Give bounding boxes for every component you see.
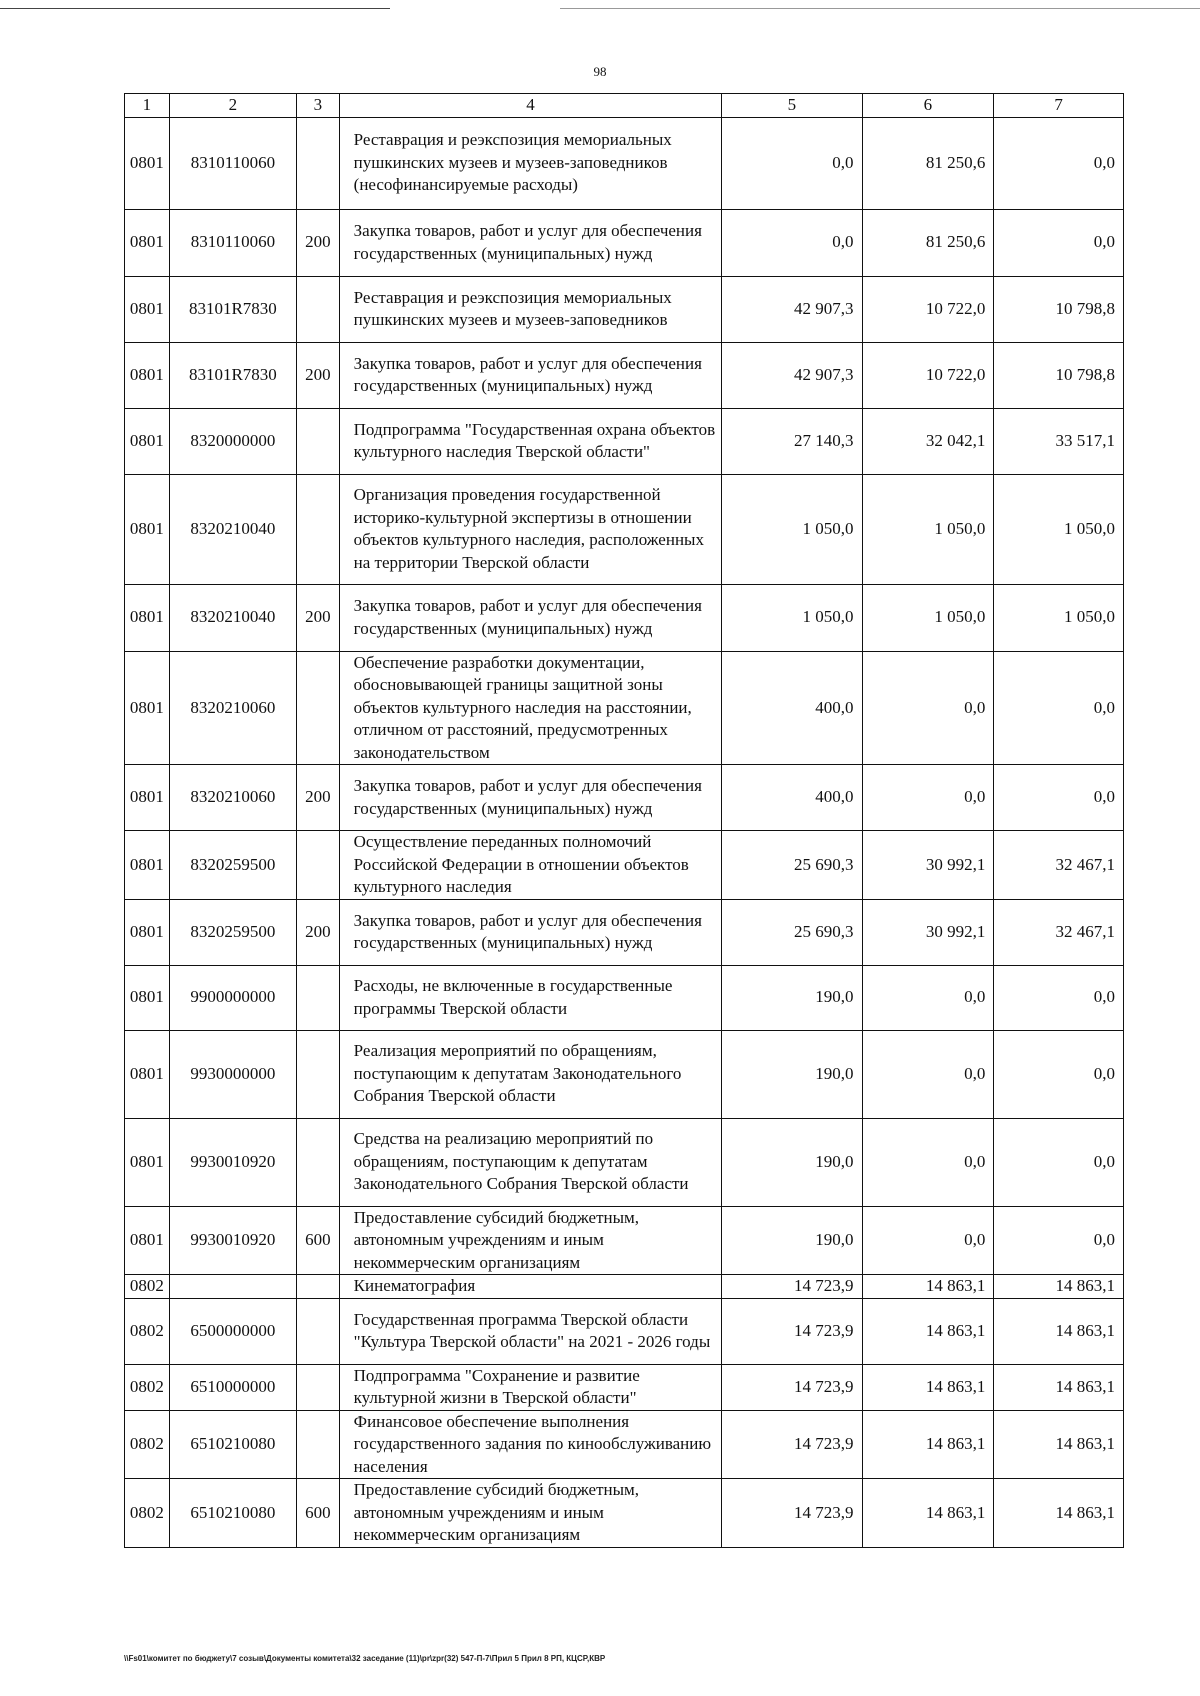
value-cell: 81 250,6	[862, 209, 994, 276]
value-cell: 400,0	[722, 765, 862, 831]
type-cell	[297, 408, 340, 474]
type-cell: 200	[297, 209, 340, 276]
scan-edge-line	[560, 8, 1200, 9]
name-cell: Закупка товаров, работ и услуг для обеспечения государственных (муниципальных) нужд	[339, 765, 722, 831]
column-header: 6	[862, 94, 994, 118]
value-cell: 0,0	[994, 1030, 1124, 1118]
table-row	[125, 1118, 1124, 1206]
value-cell: 1 050,0	[862, 584, 994, 651]
name-cell: Кинематография	[339, 1275, 722, 1299]
table-row	[125, 1275, 1124, 1299]
section-cell: 0801	[125, 965, 170, 1030]
value-cell: 0,0	[722, 117, 862, 209]
table-row	[125, 276, 1124, 342]
value-cell: 27 140,3	[722, 408, 862, 474]
code-cell: 6510210080	[169, 1479, 297, 1548]
value-cell: 14 723,9	[722, 1410, 862, 1479]
type-cell	[297, 1118, 340, 1206]
value-cell: 30 992,1	[862, 899, 994, 965]
type-cell	[297, 1275, 340, 1299]
value-cell: 32 467,1	[994, 899, 1124, 965]
section-cell: 0801	[125, 117, 170, 209]
name-cell: Финансовое обеспечение выполнения государственного задания по кинообслуживанию населения	[339, 1410, 722, 1479]
value-cell: 0,0	[862, 651, 994, 765]
type-cell: 200	[297, 584, 340, 651]
code-cell: 9900000000	[169, 965, 297, 1030]
value-cell: 14 723,9	[722, 1275, 862, 1299]
code-cell: 8320210040	[169, 474, 297, 584]
value-cell: 190,0	[722, 965, 862, 1030]
column-header: 4	[339, 94, 722, 118]
value-cell: 10 722,0	[862, 276, 994, 342]
section-cell: 0801	[125, 209, 170, 276]
section-cell: 0801	[125, 408, 170, 474]
section-cell: 0802	[125, 1298, 170, 1364]
type-cell	[297, 1030, 340, 1118]
value-cell: 14 863,1	[994, 1275, 1124, 1299]
name-cell: Закупка товаров, работ и услуг для обеспечения государственных (муниципальных) нужд	[339, 584, 722, 651]
name-cell: Подпрограмма "Государственная охрана объектов культурного наследия Тверской области"	[339, 408, 722, 474]
name-cell: Закупка товаров, работ и услуг для обеспечения государственных (муниципальных) нужд	[339, 899, 722, 965]
name-cell: Средства на реализацию мероприятий по обращениям, поступающим к депутатам Законодательного Собрания Тверской области	[339, 1118, 722, 1206]
code-cell: 6500000000	[169, 1298, 297, 1364]
value-cell: 1 050,0	[722, 584, 862, 651]
type-cell: 200	[297, 765, 340, 831]
name-cell: Закупка товаров, работ и услуг для обеспечения государственных (муниципальных) нужд	[339, 342, 722, 408]
value-cell: 0,0	[862, 1118, 994, 1206]
name-cell: Осуществление переданных полномочий Российской Федерации в отношении объектов культурного наследия	[339, 831, 722, 900]
type-cell	[297, 1298, 340, 1364]
name-cell: Реставрация и реэкспозиция мемориальных пушкинских музеев и музеев-заповедников	[339, 276, 722, 342]
section-cell: 0801	[125, 1030, 170, 1118]
table-row	[125, 1364, 1124, 1410]
value-cell: 1 050,0	[994, 584, 1124, 651]
section-cell: 0802	[125, 1275, 170, 1299]
type-cell	[297, 117, 340, 209]
section-cell: 0801	[125, 899, 170, 965]
value-cell: 0,0	[862, 965, 994, 1030]
table-row	[125, 584, 1124, 651]
value-cell: 14 863,1	[862, 1410, 994, 1479]
section-cell: 0801	[125, 765, 170, 831]
value-cell: 190,0	[722, 1118, 862, 1206]
value-cell: 0,0	[994, 651, 1124, 765]
type-cell: 200	[297, 899, 340, 965]
table-row	[125, 1030, 1124, 1118]
table-row	[125, 1479, 1124, 1548]
table-row	[125, 765, 1124, 831]
code-cell: 9930010920	[169, 1118, 297, 1206]
header-row	[125, 94, 1124, 118]
name-cell: Расходы, не включенные в государственные программы Тверской области	[339, 965, 722, 1030]
name-cell: Реализация мероприятий по обращениям, поступающим к депутатам Законодательного Собрания Тверской области	[339, 1030, 722, 1118]
code-cell: 6510210080	[169, 1410, 297, 1479]
section-cell: 0801	[125, 1206, 170, 1275]
value-cell: 32 042,1	[862, 408, 994, 474]
table-row	[125, 651, 1124, 765]
table-row	[125, 117, 1124, 209]
value-cell: 14 723,9	[722, 1298, 862, 1364]
scan-edge-line	[0, 8, 390, 9]
value-cell: 14 863,1	[994, 1364, 1124, 1410]
section-cell: 0801	[125, 584, 170, 651]
table-row	[125, 1206, 1124, 1275]
value-cell: 81 250,6	[862, 117, 994, 209]
code-cell: 8310110060	[169, 209, 297, 276]
code-cell: 6510000000	[169, 1364, 297, 1410]
name-cell: Организация проведения государственной историко-культурной экспертизы в отношении объектов культурного наследия, расположенных на территории Тверской области	[339, 474, 722, 584]
code-cell: 8320210060	[169, 765, 297, 831]
code-cell	[169, 1275, 297, 1299]
value-cell: 33 517,1	[994, 408, 1124, 474]
value-cell: 25 690,3	[722, 899, 862, 965]
value-cell: 10 722,0	[862, 342, 994, 408]
name-cell: Обеспечение разработки документации, обосновывающей границы защитной зоны объектов культурного наследия на расстоянии, отличном от расстояний, предусмотренных законодательством	[339, 651, 722, 765]
section-cell: 0801	[125, 276, 170, 342]
value-cell: 42 907,3	[722, 342, 862, 408]
value-cell: 14 863,1	[994, 1479, 1124, 1548]
value-cell: 0,0	[994, 117, 1124, 209]
type-cell	[297, 1410, 340, 1479]
section-cell: 0802	[125, 1479, 170, 1548]
value-cell: 25 690,3	[722, 831, 862, 900]
section-cell: 0801	[125, 474, 170, 584]
type-cell: 200	[297, 342, 340, 408]
value-cell: 0,0	[994, 965, 1124, 1030]
value-cell: 1 050,0	[862, 474, 994, 584]
code-cell: 83101R7830	[169, 342, 297, 408]
type-cell	[297, 276, 340, 342]
section-cell: 0801	[125, 831, 170, 900]
type-cell	[297, 965, 340, 1030]
value-cell: 0,0	[994, 1206, 1124, 1275]
value-cell: 14 723,9	[722, 1479, 862, 1548]
name-cell: Предоставление субсидий бюджетным, автономным учреждениям и иным некоммерческим организациям	[339, 1206, 722, 1275]
section-cell: 0802	[125, 1364, 170, 1410]
type-cell	[297, 651, 340, 765]
table-row	[125, 408, 1124, 474]
column-header: 5	[722, 94, 862, 118]
table-row	[125, 474, 1124, 584]
value-cell: 0,0	[862, 1030, 994, 1118]
value-cell: 14 723,9	[722, 1364, 862, 1410]
value-cell: 10 798,8	[994, 276, 1124, 342]
type-cell: 600	[297, 1206, 340, 1275]
column-header: 7	[994, 94, 1124, 118]
value-cell: 14 863,1	[862, 1275, 994, 1299]
section-cell: 0801	[125, 342, 170, 408]
section-cell: 0801	[125, 1118, 170, 1206]
name-cell: Закупка товаров, работ и услуг для обеспечения государственных (муниципальных) нужд	[339, 209, 722, 276]
code-cell: 8320210040	[169, 584, 297, 651]
value-cell: 1 050,0	[994, 474, 1124, 584]
code-cell: 8320259500	[169, 899, 297, 965]
code-cell: 8310110060	[169, 117, 297, 209]
table-row	[125, 1298, 1124, 1364]
value-cell: 190,0	[722, 1030, 862, 1118]
table-row	[125, 209, 1124, 276]
section-cell: 0802	[125, 1410, 170, 1479]
name-cell: Предоставление субсидий бюджетным, автономным учреждениям и иным некоммерческим организациям	[339, 1479, 722, 1548]
code-cell: 9930000000	[169, 1030, 297, 1118]
column-header: 1	[125, 94, 170, 118]
table-row	[125, 899, 1124, 965]
code-cell: 9930010920	[169, 1206, 297, 1275]
code-cell: 83101R7830	[169, 276, 297, 342]
value-cell: 14 863,1	[862, 1364, 994, 1410]
file-path-footer: \\Fs01\комитет по бюджету\7 созыв\Документы комитета\32 заседание (11)\pr\zpr(32) 547-П-7\Прил 5 Прил 8 РП, КЦСР,КВР	[124, 1654, 606, 1663]
value-cell: 14 863,1	[994, 1410, 1124, 1479]
section-cell: 0801	[125, 651, 170, 765]
value-cell: 14 863,1	[862, 1479, 994, 1548]
code-cell: 8320210060	[169, 651, 297, 765]
value-cell: 400,0	[722, 651, 862, 765]
value-cell: 32 467,1	[994, 831, 1124, 900]
type-cell	[297, 831, 340, 900]
value-cell: 42 907,3	[722, 276, 862, 342]
name-cell: Государственная программа Тверской области "Культура Тверской области" на 2021 - 2026 годы	[339, 1298, 722, 1364]
table-row	[125, 831, 1124, 900]
column-header: 3	[297, 94, 340, 118]
value-cell: 0,0	[862, 1206, 994, 1275]
value-cell: 14 863,1	[862, 1298, 994, 1364]
budget-table	[124, 93, 1124, 1548]
column-header: 2	[169, 94, 297, 118]
value-cell: 14 863,1	[994, 1298, 1124, 1364]
value-cell: 0,0	[722, 209, 862, 276]
value-cell: 0,0	[994, 765, 1124, 831]
table-row	[125, 342, 1124, 408]
name-cell: Реставрация и реэкспозиция мемориальных пушкинских музеев и музеев-заповедников (несофинансируемые расходы)	[339, 117, 722, 209]
type-cell: 600	[297, 1479, 340, 1548]
code-cell: 8320259500	[169, 831, 297, 900]
code-cell: 8320000000	[169, 408, 297, 474]
value-cell: 0,0	[994, 209, 1124, 276]
value-cell: 10 798,8	[994, 342, 1124, 408]
value-cell: 0,0	[994, 1118, 1124, 1206]
table-row	[125, 965, 1124, 1030]
value-cell: 30 992,1	[862, 831, 994, 900]
table-row	[125, 1410, 1124, 1479]
name-cell: Подпрограмма "Сохранение и развитие культурной жизни в Тверской области"	[339, 1364, 722, 1410]
value-cell: 1 050,0	[722, 474, 862, 584]
value-cell: 0,0	[862, 765, 994, 831]
type-cell	[297, 1364, 340, 1410]
page-number: 98	[593, 64, 607, 79]
value-cell: 190,0	[722, 1206, 862, 1275]
type-cell	[297, 474, 340, 584]
